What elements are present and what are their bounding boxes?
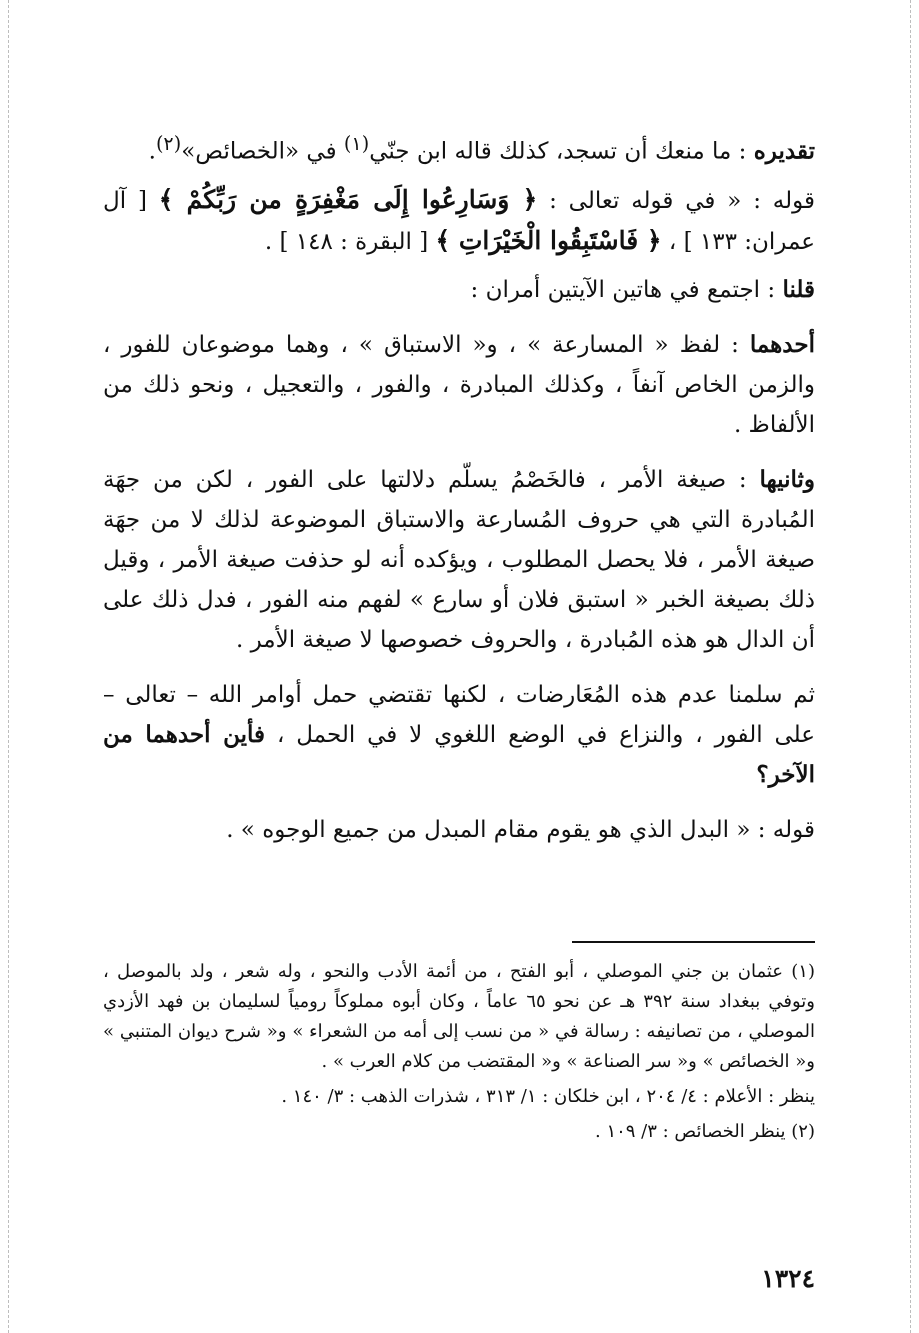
paragraph-text: : ما منعك أن تسجد، كذلك قاله ابن جنّي [369,138,754,165]
paragraph-thumma-sallamna [103,675,815,795]
quran-verse-2: ﴿ فَاسْتَبِقُوا الْخَيْرَاتِ ﴾ [435,225,662,255]
footnote-ref-1[interactable]: (١) [343,132,370,155]
paragraph-ahaduhuma [103,325,815,445]
paragraph-qulna [103,270,815,310]
paragraph-text: في «الخصائص» [181,138,344,165]
left-margin-guide [8,0,9,1333]
paragraph-thanihima [103,460,815,660]
lead-word: وثانيها [759,465,815,493]
paragraph-text: قوله : « في قوله تعالى : [537,187,815,214]
bold-question: فأين أحدهما من الآخر؟ [103,720,815,788]
paragraph-taqdiruh [103,124,815,172]
quran-verse-1: ﴿ وَسَارِعُوا إِلَى مَغْفِرَةٍ من رَبِّكُمْ ﴾ [158,184,538,214]
lead-word: أحدهما [749,330,815,358]
lead-word: قلنا [782,275,815,303]
paragraph-qawluh-badal [103,810,815,850]
footnotes [103,957,815,1152]
footnote-1-references: ينظر : الأعلام : ٤/ ٢٠٤ ، ابن خلكان : ١/ ٣١٣ ، شذرات الذهب : ٣/ ١٤٠ . [281,1086,815,1107]
right-margin-guide [910,0,911,1333]
paragraph-text: ثم سلمنا عدم هذه المُعَارضات ، لكنها تقتضي حمل أوامر الله – تعالى – على الفور ، والنزاع في الوضع اللغوي لا في الحمل ، [103,681,815,748]
footnote-1: (١) عثمان بن جني الموصلي ، أبو الفتح ، من أئمة الأدب والنحو ، وله شعر ، ولد بالموصل ، وتوفي ببغداد سنة ٣٩٢ هـ عن نحو ٦٥ عاماً ، وكان أبوه مملوكاً رومياً لسليمان بن فهد الأزدي الموصلي ، من تصانيفه : رسالة في « من نسب إلى أمه من الشعراء » و« شرح ديوان المتنبي » و« الخصائص » و« سر الصناعة » و« المقتضب من كلام العرب » . [103,961,815,1072]
lead-word: تقديره [753,137,815,165]
paragraph-text: : لفظ « المسارعة » ، و« الاستباق » ، وهما موضوعان للفور ، والزمن الخاص آنفاً ، وكذلك المبادرة ، والفور ، والتعجيل ، ونحو ذلك من الألفاظ . [103,331,815,438]
paragraph-text: . [148,138,156,165]
page-number: ١٣٢٤ [761,1264,815,1293]
paragraph-text: [ البقرة : ١٤٨ ] . [264,228,436,255]
main-text [103,124,815,865]
footnote-2: (٢) ينظر الخصائص : ٣/ ١٠٩ . [594,1121,815,1142]
footnote-separator [572,941,815,943]
paragraph-text: قوله : « البدل الذي هو يقوم مقام المبدل من جميع الوجوه » . [226,816,815,843]
footnote-ref-2[interactable]: (٢) [155,132,182,155]
paragraph-qawluh-verses [103,180,815,262]
paragraph-text: [ آل عمران: ١٣٣ ] ، [103,187,815,255]
paragraph-text: : اجتمع في هاتين الآيتين أمران : [470,276,783,303]
paragraph-text: : صيغة الأمر ، فالخَصْمُ يسلّم دلالتها على الفور ، لكن من جهَة المُبادرة التي هي حروف المُسارعة والاستباق الموضوعة لذلك لا من جهَة صيغة الأمر ، فلا يحصل المطلوب ، ويؤكده أنه لو حذفت صيغة الأمر ، وقيل ذلك بصيغة الخبر « استبق فلان أو سارع » لفهم منه الفور ، فدل ذلك على أن الدال هو هذه المُبادرة ، والحروف خصوصها لا صيغة الأمر . [103,466,815,653]
